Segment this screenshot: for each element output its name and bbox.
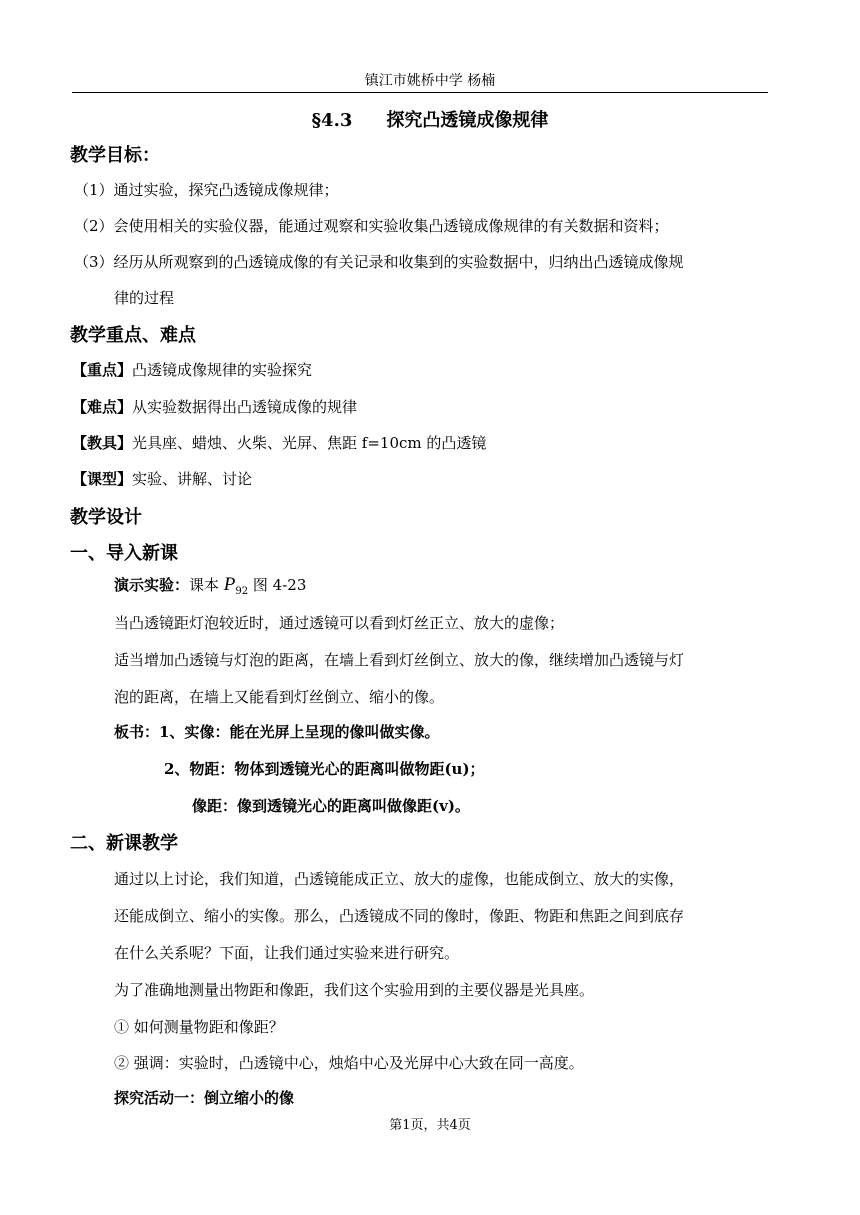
lesson-type-row <box>72 468 252 489</box>
difficulty-row <box>72 396 357 417</box>
row-text: 实验、讲解、讨论 <box>132 470 253 488</box>
lesson-line-3: 在什么关系呢？下面，让我们通过实验来进行研究。 <box>114 944 460 962</box>
intro-heading: 一、导入新课 <box>70 543 178 564</box>
row-label: 【教具】 <box>72 434 133 452</box>
page-title <box>0 106 860 132</box>
objectives-heading: 教学目标： <box>70 145 160 166</box>
new-lesson-heading: 二、新课教学 <box>70 833 178 854</box>
title-text: 探究凸透镜成像规律 <box>386 110 549 131</box>
objective-2: （2）会使用相关的实验仪器，能通过观察和实验收集凸透镜成像规律的有关数据和资料； <box>74 217 669 235</box>
row-text: 从实验数据得出凸透镜成像的规律 <box>132 398 358 416</box>
row-text: 光具座、蜡烛、火柴、光屏、焦距 f=10cm 的凸透镜 <box>132 434 487 452</box>
board-note-2: 2、物距：物体到透镜光心的距离叫做物距(u)； <box>164 760 485 778</box>
objective-1: （1）通过实验，探究凸透镜成像规律； <box>74 181 339 199</box>
objective-3: （3）经历从所观察到的凸透镜成像的有关记录和收集到的实验数据中，归纳出凸透镜成像规 <box>74 253 684 271</box>
key-point-row <box>72 359 312 380</box>
page-footer: 第1页，共4页 <box>389 1118 471 1133</box>
page-header: 镇江市姚桥中学 杨楠 <box>364 73 496 89</box>
intro-line-1: 当凸透镜距灯泡较近时，通过透镜可以看到灯丝正立、放大的虚像； <box>114 614 565 632</box>
activity-heading: 探究活动一：倒立缩小的像 <box>114 1089 295 1107</box>
row-label: 【难点】 <box>72 398 133 416</box>
demo-line: 演示实验：课本 $P_{92}$ 图 4-23 <box>114 574 307 597</box>
lesson-line-2: 还能成倒立、缩小的实像。那么，凸透镜成不同的像时，像距、物距和焦距之间到底存 <box>114 907 685 925</box>
demo-label: 演示实验： <box>114 576 190 594</box>
lesson-line-1: 通过以上讨论，我们知道，凸透镜能成正立、放大的虚像，也能成倒立、放大的实像， <box>114 870 685 888</box>
lesson-line-4: 为了准确地测量出物距和像距，我们这个实验用到的主要仪器是光具座。 <box>114 981 595 999</box>
design-heading: 教学设计 <box>70 507 142 528</box>
row-text: 凸透镜成像规律的实验探究 <box>132 361 313 379</box>
lesson-line-6: ② 强调：实验时，凸透镜中心，烛焰中心及光屏中心大致在同一高度。 <box>114 1054 584 1072</box>
row-label: 【重点】 <box>72 361 133 379</box>
board-note-3: 像距：像到透镜光心的距离叫做像距(v)。 <box>192 797 470 815</box>
intro-line-3: 泡的距离，在墙上又能看到灯丝倒立、缩小的像。 <box>114 688 445 706</box>
board-note-1: 板书：1、实像：能在光屏上呈现的像叫做实像。 <box>114 723 440 741</box>
key-points-heading: 教学重点、难点 <box>70 325 196 346</box>
header-rule <box>72 92 768 93</box>
row-label: 【课型】 <box>72 470 133 488</box>
objective-3-cont: 律的过程 <box>114 289 175 307</box>
equipment-row <box>72 432 486 453</box>
intro-line-2: 适当增加凸透镜与灯泡的距离，在墙上看到灯丝倒立、放大的像，继续增加凸透镜与灯 <box>114 651 685 669</box>
lesson-line-5: ① 如何测量物距和像距？ <box>114 1018 284 1036</box>
section-number: §4.3 <box>311 110 353 131</box>
